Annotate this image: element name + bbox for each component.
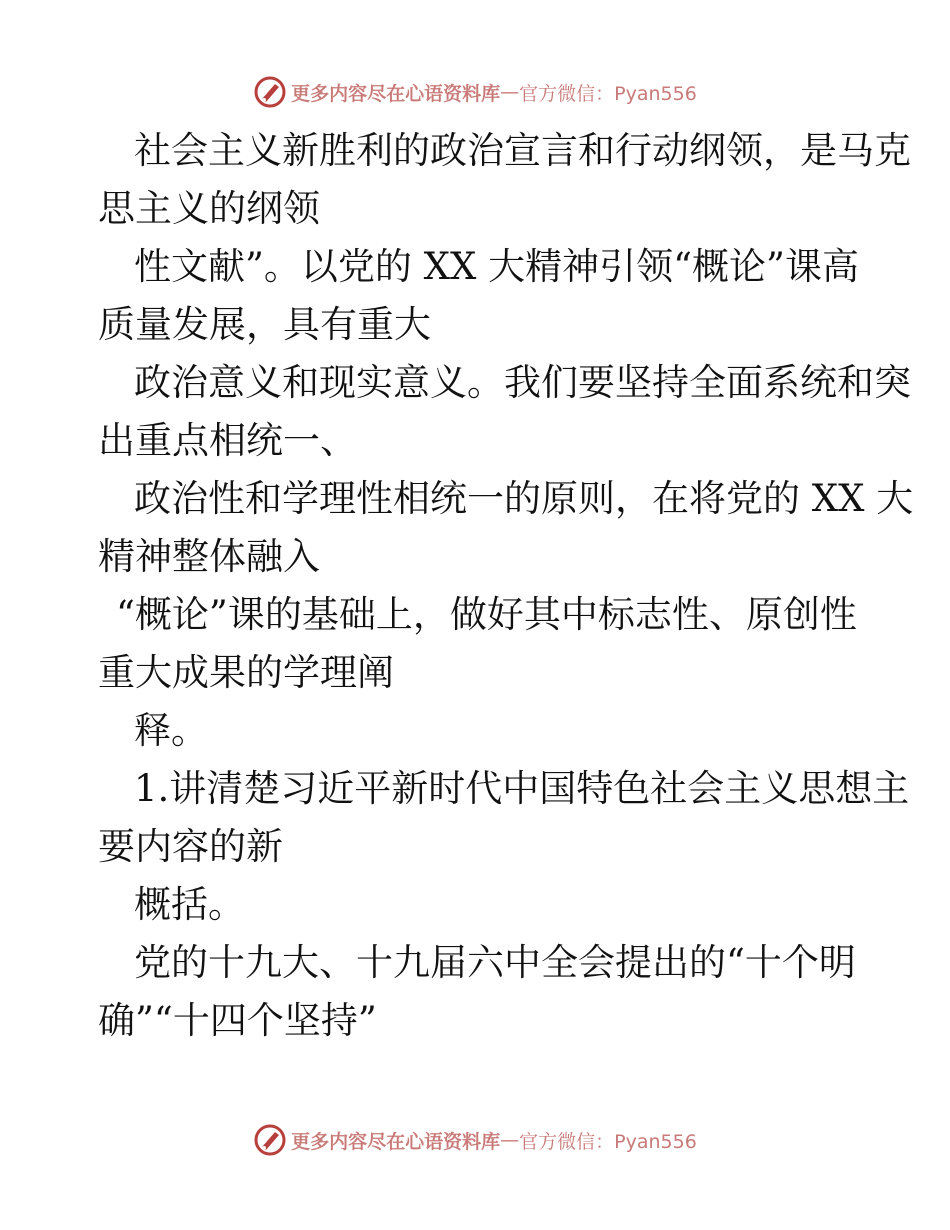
pen-logo-icon — [253, 1123, 287, 1157]
pen-logo-icon — [253, 75, 287, 109]
text-line: 出重点相统一、 — [98, 419, 357, 462]
watermark-dash: — — [500, 81, 520, 103]
text-line: 重大成果的学理阐 — [98, 651, 394, 694]
text-line: 政治性和学理性相统一的原则，在将党的 XX 大 — [134, 477, 914, 520]
watermark-contact-text: 官方微信：Pyan556 — [519, 1130, 697, 1153]
text-line: 政治意义和现实意义。我们要坚持全面系统和突 — [134, 361, 911, 404]
text-line: 精神整体融入 — [98, 535, 320, 578]
watermark-site-text: 更多内容尽在心语资料库 — [291, 1130, 501, 1153]
text-line: “概论”课的基础上，做好其中标志性、原创性 — [116, 593, 857, 636]
header-watermark — [0, 72, 950, 112]
text-line: 要内容的新 — [98, 825, 283, 868]
text-line: 质量发展，具有重大 — [98, 303, 431, 346]
text-line: 释。 — [134, 709, 208, 752]
text-line: 社会主义新胜利的政治宣言和行动纲领，是马克 — [134, 129, 911, 172]
watermark-dash: — — [500, 1129, 520, 1151]
text-line: 党的十九大、十九届六中全会提出的“十个明 — [134, 941, 856, 984]
watermark-contact-text: 官方微信：Pyan556 — [519, 82, 697, 105]
watermark-site-text: 更多内容尽在心语资料库 — [291, 82, 501, 105]
document-body — [98, 122, 914, 1050]
text-line: 概括。 — [134, 883, 245, 926]
text-line: 1.讲清楚习近平新时代中国特色社会主义思想主 — [134, 767, 910, 810]
text-line: 思主义的纲领 — [98, 187, 320, 230]
text-line: 确”“十四个坚持” — [98, 999, 377, 1042]
footer-watermark — [0, 1120, 950, 1160]
text-line: 性文献”。以党的 XX 大精神引领“概论”课高 — [134, 245, 859, 288]
